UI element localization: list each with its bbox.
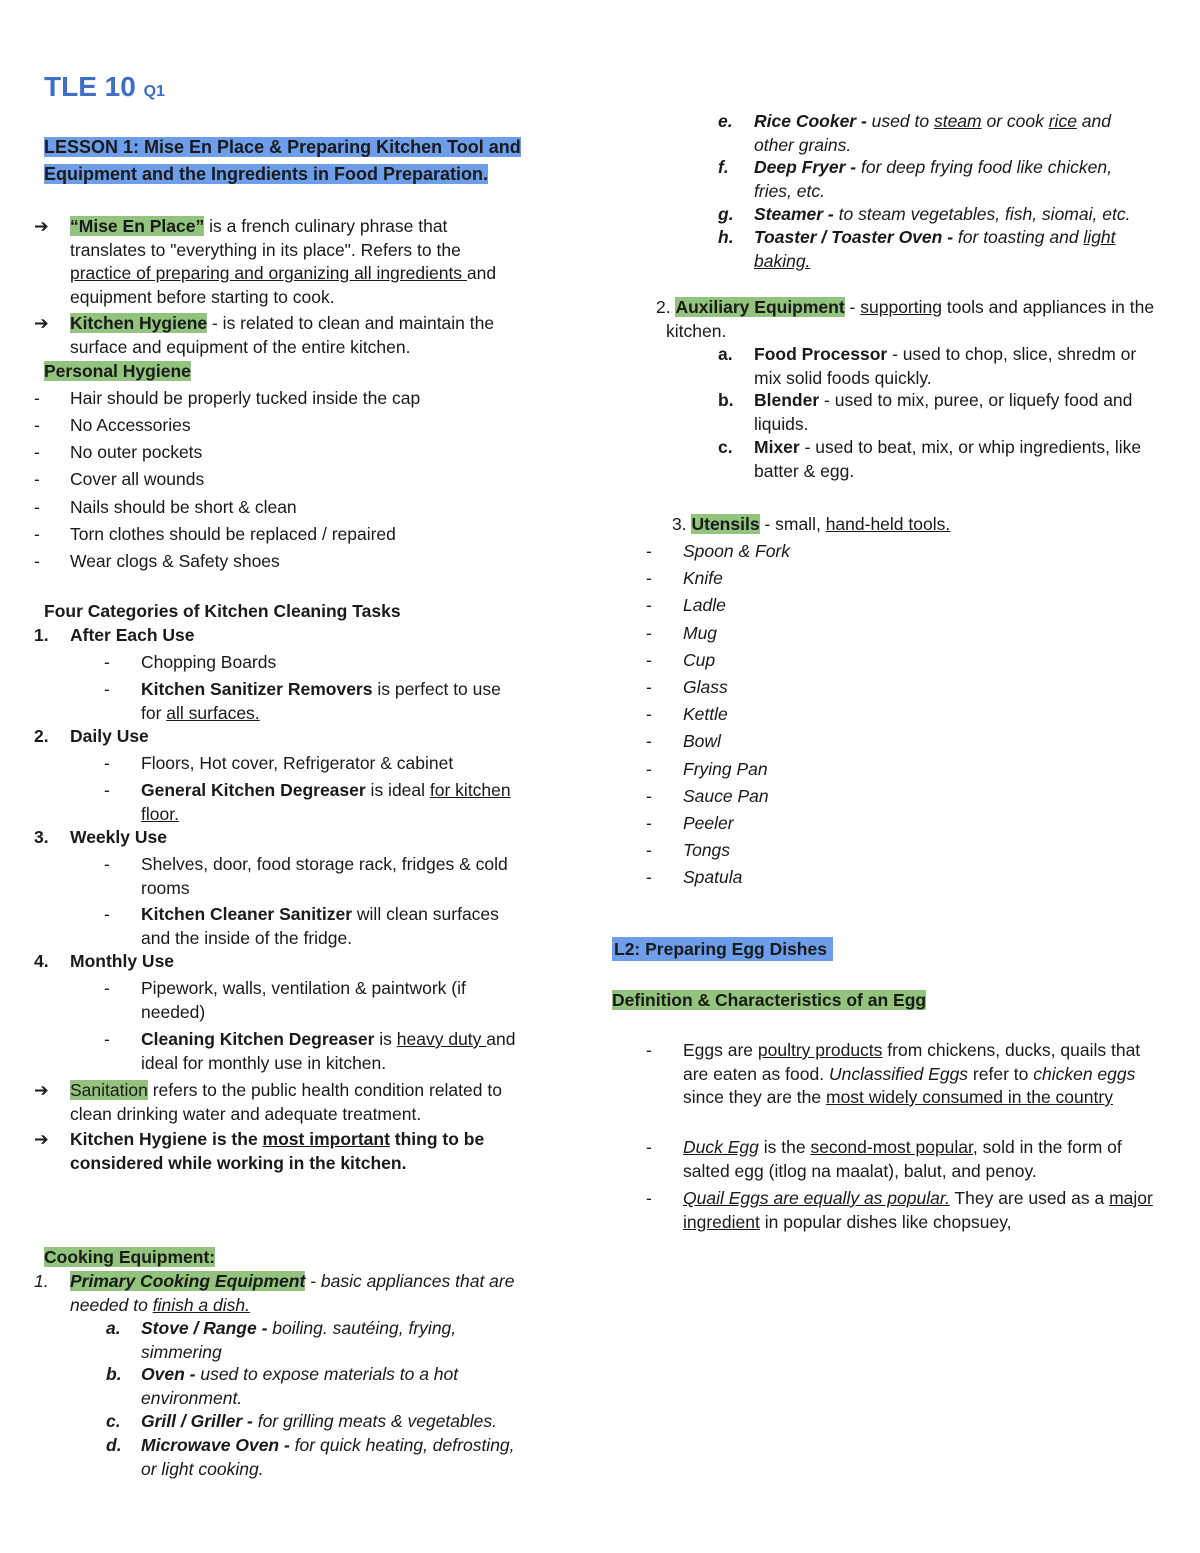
- dash-icon: -: [646, 1040, 652, 1060]
- p1-italic: Unclassified Eggs: [828, 1063, 969, 1084]
- item-marker: a.: [106, 1318, 121, 1338]
- dash-icon: -: [646, 759, 652, 779]
- item-term: Stove / Range -: [141, 1318, 268, 1338]
- personal-hygiene-text: Hair should be properly tucked inside the cap: [70, 388, 421, 408]
- item-term: Mixer: [754, 437, 800, 457]
- dash-icon: -: [646, 1137, 652, 1157]
- personal-hygiene-item: [0, 387, 540, 411]
- auxiliary-text-end: tools and appliances in the kitchen.: [666, 297, 1155, 341]
- primary-item-e: [612, 110, 1144, 157]
- item-term: Microwave Oven -: [141, 1435, 290, 1455]
- item-text: - used to chop, slice, shredm or mix solid foods quickly.: [754, 344, 1137, 388]
- primary-underline: finish a dish.: [152, 1294, 250, 1315]
- utensil-text: Mug: [683, 623, 718, 643]
- p3-italic: Quail Eggs are equally as popular.: [683, 1188, 950, 1208]
- item-e-underline-1: steam: [933, 111, 982, 131]
- mise-underline: practice of preparing and organizing all ingredients: [70, 263, 467, 283]
- cat-4-item-2-term: Cleaning Kitchen Degreaser: [141, 1029, 375, 1049]
- personal-hygiene-text: Cover all wounds: [70, 469, 205, 489]
- utensil-text: Spoon & Fork: [683, 541, 790, 561]
- p2-underline: second-most popular: [810, 1137, 973, 1157]
- lesson2-heading: [612, 938, 833, 962]
- utensil-text: Tongs: [683, 840, 731, 860]
- cleaning-cat-4: [0, 950, 530, 974]
- dash-icon: -: [646, 623, 652, 643]
- utensils-term: Utensils: [691, 514, 760, 534]
- sanitation-text: refers to the public health condition related to clean drinking water and adequate treatment.: [70, 1080, 502, 1124]
- cat-4-item-2: [0, 1028, 521, 1075]
- item-g-term: Steamer -: [754, 204, 834, 224]
- cat-2-item-2-text: is ideal: [365, 780, 430, 800]
- cat-2-item-2-underline: for kitchen floor.: [141, 780, 511, 824]
- dash-icon: -: [646, 704, 652, 724]
- important-item: [0, 1128, 510, 1175]
- cat-1-item-2-text: is perfect to use for: [141, 679, 501, 723]
- utensil-item: [612, 676, 1153, 700]
- item-e-text: used to: [866, 111, 934, 131]
- utensil-item: [612, 785, 1153, 809]
- utensil-text: Bowl: [683, 731, 721, 751]
- dash-icon: -: [646, 568, 652, 588]
- utensil-item: [612, 540, 1153, 564]
- auxiliary-item-1: [612, 389, 1144, 436]
- primary-item-g: [612, 203, 1144, 227]
- egg-paragraph-3: [612, 1187, 1153, 1234]
- item-e-text-2: or cook: [981, 111, 1049, 131]
- cleaning-cat-2: [0, 725, 530, 749]
- personal-hygiene-heading: [44, 360, 191, 384]
- dash-icon: -: [104, 854, 110, 874]
- personal-hygiene-item: [0, 468, 540, 492]
- arrow-icon: ➔: [34, 216, 49, 236]
- utensil-item: [612, 758, 1153, 782]
- auxiliary-item-0: [612, 343, 1144, 390]
- primary-number: 1.: [34, 1271, 49, 1291]
- dash-icon: -: [104, 904, 110, 924]
- lesson1-line2: Equipment and the Ingredients in Food Preparation.: [44, 164, 489, 184]
- dash-icon: -: [646, 677, 652, 697]
- utensils-underline: hand-held tools.: [825, 514, 951, 534]
- item-f-marker: f.: [718, 157, 729, 177]
- dash-icon: -: [34, 551, 40, 571]
- kh-text: - is related to clean and maintain the surface and equipment of the entire kitchen.: [70, 313, 495, 357]
- p2-text-2: , sold in the form of salted egg (itlog na maalat), balut, and penoy.: [683, 1137, 1122, 1181]
- utensils-text: - small,: [759, 514, 826, 534]
- personal-hygiene-text: No outer pockets: [70, 442, 203, 462]
- item-text: used to expose materials to a hot environment.: [141, 1364, 459, 1408]
- dash-icon: -: [104, 679, 110, 699]
- cat-1-label: After Each Use: [70, 625, 195, 645]
- mise-text-end: and equipment before starting to cook.: [70, 263, 497, 307]
- cat-1-item-2-term: Kitchen Sanitizer Removers: [141, 679, 373, 699]
- cat-2-item-2: [0, 779, 521, 826]
- cat-4-number: 4.: [34, 951, 49, 971]
- auxiliary-item-2: [612, 436, 1144, 483]
- lesson1-line1: LESSON 1: Mise En Place & Preparing Kitchen Tool and: [44, 137, 521, 157]
- item-marker: b.: [718, 390, 734, 410]
- personal-hygiene-text: No Accessories: [70, 415, 191, 435]
- p3-text-2: in popular dishes like chopsuey,: [759, 1211, 1012, 1232]
- auxiliary-text: -: [844, 297, 861, 317]
- utensil-item: [612, 649, 1153, 673]
- dash-icon: -: [104, 1029, 110, 1049]
- utensil-text: Knife: [683, 568, 723, 588]
- utensil-item: [612, 703, 1153, 727]
- personal-hygiene-item: [0, 550, 540, 574]
- item-e-term: Rice Cooker -: [754, 111, 867, 131]
- item-f-text: for deep frying food like chicken, fries, etc.: [754, 157, 1112, 201]
- p2-text: is the: [758, 1137, 811, 1157]
- auxiliary-equipment-item: [656, 296, 1156, 343]
- cat-1-item-1: [0, 651, 521, 675]
- dash-icon: -: [34, 388, 40, 408]
- dash-icon: -: [104, 652, 110, 672]
- cat-1-item-1-text: Chopping Boards: [141, 652, 277, 672]
- dash-icon: -: [646, 541, 652, 561]
- p1-underline-2: most widely consumed in the country: [826, 1087, 1113, 1107]
- p1-italic-2: chicken eggs: [1033, 1063, 1136, 1084]
- primary-term: Primary Cooking Equipment: [70, 1271, 306, 1291]
- primary-item-f: [612, 156, 1144, 203]
- cleaning-heading: Four Categories of Kitchen Cleaning Tasks: [44, 601, 401, 621]
- utensil-text: Peeler: [683, 813, 734, 833]
- primary-equipment-item-2: [0, 1410, 521, 1434]
- item-text: for grilling meats & vegetables.: [252, 1411, 497, 1431]
- utensils-number: 3.: [672, 514, 687, 534]
- important-text: Kitchen Hygiene is the: [70, 1129, 263, 1149]
- item-marker: b.: [106, 1364, 122, 1384]
- utensil-text: Kettle: [683, 704, 728, 724]
- cat-4-item-2-text-end: and ideal for monthly use in kitchen.: [141, 1029, 516, 1073]
- lesson1-heading: [44, 134, 521, 188]
- item-text: boiling. sautéing, frying, simmering: [141, 1318, 457, 1362]
- cleaning-cat-3: [0, 826, 530, 850]
- title-quarter: Q1: [143, 83, 165, 100]
- utensil-item: [612, 839, 1153, 863]
- arrow-icon: ➔: [34, 1080, 49, 1100]
- cat-3-item-2: [0, 903, 521, 950]
- cat-2-item-1: [0, 752, 521, 776]
- egg-paragraph-1: [612, 1039, 1153, 1110]
- utensil-text: Spatula: [683, 867, 743, 887]
- dash-icon: -: [34, 497, 40, 517]
- utensil-text: Glass: [683, 677, 728, 697]
- cat-3-item-2-text: will clean surfaces and the inside of the fridge.: [141, 904, 499, 948]
- primary-equipment-item-3: [0, 1434, 521, 1481]
- egg-definition-heading: [612, 989, 926, 1013]
- dash-icon: -: [34, 524, 40, 544]
- title-main: TLE 10: [44, 71, 136, 102]
- item-term: Food Processor: [754, 344, 888, 364]
- item-h-term: Toaster / Toaster Oven -: [754, 227, 954, 247]
- utensil-item: [612, 730, 1153, 754]
- item-e-marker: e.: [718, 111, 733, 131]
- cat-2-number: 2.: [34, 726, 49, 746]
- item-h-underline: light baking.: [754, 227, 1116, 271]
- cat-1-item-2-underline: all surfaces.: [166, 702, 260, 723]
- auxiliary-term: Auxiliary Equipment: [675, 297, 845, 317]
- primary-equipment-item-1: [0, 1363, 521, 1410]
- dash-icon: -: [646, 731, 652, 751]
- cat-3-item-2-term: Kitchen Cleaner Sanitizer: [141, 904, 353, 924]
- dash-icon: -: [646, 650, 652, 670]
- item-g-marker: g.: [718, 204, 734, 224]
- p1-text-2: from chickens, ducks, quails that are eaten as food.: [683, 1040, 1141, 1084]
- personal-hygiene-text: Wear clogs & Safety shoes: [70, 551, 280, 571]
- utensils-item: [672, 513, 950, 537]
- personal-hygiene-item: [0, 414, 540, 438]
- item-marker: c.: [106, 1411, 121, 1431]
- arrow-icon: ➔: [34, 313, 49, 333]
- personal-hygiene-item: [0, 441, 540, 465]
- page-title: [44, 70, 165, 109]
- dash-icon: -: [104, 978, 110, 998]
- item-marker: c.: [718, 437, 733, 457]
- utensil-item: [612, 812, 1153, 836]
- utensil-text: Ladle: [683, 595, 726, 615]
- cat-4-item-1-text: Pipework, walls, ventilation & paintwork (if needed): [141, 978, 466, 1022]
- dash-icon: -: [34, 415, 40, 435]
- dash-icon: -: [646, 813, 652, 833]
- item-marker: a.: [718, 344, 733, 364]
- cleaning-cat-1: [0, 624, 530, 648]
- item-g-text: to steam vegetables, fish, siomai, etc.: [833, 204, 1131, 224]
- cat-4-label: Monthly Use: [70, 951, 175, 971]
- p2-italic: Duck Egg: [683, 1137, 759, 1157]
- egg-definition-label: Definition & Characteristics of an Egg: [612, 990, 927, 1010]
- dash-icon: -: [646, 840, 652, 860]
- utensil-item: [612, 622, 1153, 646]
- item-e-text-3: and other grains.: [754, 111, 1111, 155]
- arrow-icon: ➔: [34, 1129, 49, 1149]
- personal-hygiene-item: [0, 496, 540, 520]
- primary-equipment-item: [0, 1270, 530, 1317]
- dash-icon: -: [646, 867, 652, 887]
- cat-4-item-2-text: is: [374, 1029, 397, 1049]
- cat-3-label: Weekly Use: [70, 827, 167, 847]
- item-text: for quick heating, defrosting, or light cooking.: [141, 1435, 515, 1479]
- dash-icon: -: [646, 595, 652, 615]
- sanitation-item: [0, 1079, 510, 1126]
- auxiliary-underline: supporting: [860, 297, 942, 317]
- p1-text-3: refer to: [968, 1063, 1034, 1084]
- cat-2-item-1-text: Floors, Hot cover, Refrigerator & cabinet: [141, 753, 454, 773]
- p1-text-4: since they are the: [683, 1087, 826, 1107]
- personal-hygiene-item: [0, 523, 540, 547]
- mise-text: is a french culinary phrase that translates to "everything in its place". Refers to the: [70, 216, 461, 260]
- utensil-item: [612, 866, 1153, 890]
- utensil-text: Frying Pan: [683, 759, 768, 779]
- mise-term: “Mise En Place”: [70, 216, 205, 236]
- item-term: Grill / Griller -: [141, 1411, 253, 1431]
- p3-underline: major ingredient: [683, 1188, 1153, 1232]
- cat-3-item-1: [0, 853, 521, 900]
- primary-text: - basic appliances that are needed to: [70, 1271, 515, 1315]
- utensil-item: [612, 594, 1153, 618]
- cat-2-item-2-term: General Kitchen Degreaser: [141, 780, 366, 800]
- item-f-term: Deep Fryer -: [754, 157, 857, 177]
- item-e-underline-2: rice: [1048, 111, 1077, 131]
- kh-term: Kitchen Hygiene: [70, 313, 208, 333]
- sanitation-term: Sanitation: [70, 1080, 148, 1100]
- cat-3-item-1-text: Shelves, door, food storage rack, fridges & cold rooms: [141, 854, 508, 898]
- item-marker: d.: [106, 1435, 122, 1455]
- dash-icon: -: [34, 442, 40, 462]
- personal-hygiene-label: Personal Hygiene: [44, 361, 191, 381]
- item-h-marker: h.: [718, 227, 734, 247]
- cat-4-item-1: [0, 977, 521, 1024]
- lesson2-label: L2: Preparing Egg Dishes: [612, 937, 833, 961]
- dash-icon: -: [646, 1188, 652, 1208]
- dash-icon: -: [104, 753, 110, 773]
- dash-icon: -: [104, 780, 110, 800]
- personal-hygiene-text: Torn clothes should be replaced / repaired: [70, 524, 396, 544]
- auxiliary-number: 2.: [656, 297, 671, 317]
- cat-1-number: 1.: [34, 625, 49, 645]
- kitchen-hygiene-item: [0, 312, 510, 359]
- item-h-text: for toasting and: [953, 227, 1084, 247]
- cat-1-item-2: [0, 678, 521, 725]
- p1-underline: poultry products: [757, 1040, 883, 1060]
- utensil-item: [612, 567, 1153, 591]
- primary-item-h: [612, 226, 1144, 273]
- item-text: - used to mix, puree, or liquefy food and liquids.: [754, 390, 1133, 434]
- cooking-equipment-heading: [44, 1246, 215, 1270]
- dash-icon: -: [646, 786, 652, 806]
- p3-text: They are used as a: [949, 1188, 1110, 1208]
- cat-3-number: 3.: [34, 827, 49, 847]
- utensil-text: Cup: [683, 650, 716, 670]
- cooking-equipment-label: Cooking Equipment:: [44, 1247, 216, 1267]
- p1-text: Eggs are: [683, 1040, 758, 1060]
- personal-hygiene-text: Nails should be short & clean: [70, 497, 297, 517]
- important-underline: most important: [262, 1129, 390, 1149]
- primary-equipment-item-0: [0, 1317, 521, 1364]
- item-term: Oven -: [141, 1364, 196, 1384]
- mise-en-place-item: [0, 215, 510, 309]
- cat-2-label: Daily Use: [70, 726, 149, 746]
- important-text-end: thing to be considered while working in the kitchen.: [70, 1129, 485, 1173]
- dash-icon: -: [34, 469, 40, 489]
- item-term: Blender: [754, 390, 820, 410]
- utensil-text: Sauce Pan: [683, 786, 769, 806]
- cat-4-item-2-underline: heavy duty: [396, 1029, 487, 1049]
- egg-paragraph-2: [612, 1136, 1153, 1183]
- item-text: - used to beat, mix, or whip ingredients, like batter & egg.: [754, 437, 1142, 481]
